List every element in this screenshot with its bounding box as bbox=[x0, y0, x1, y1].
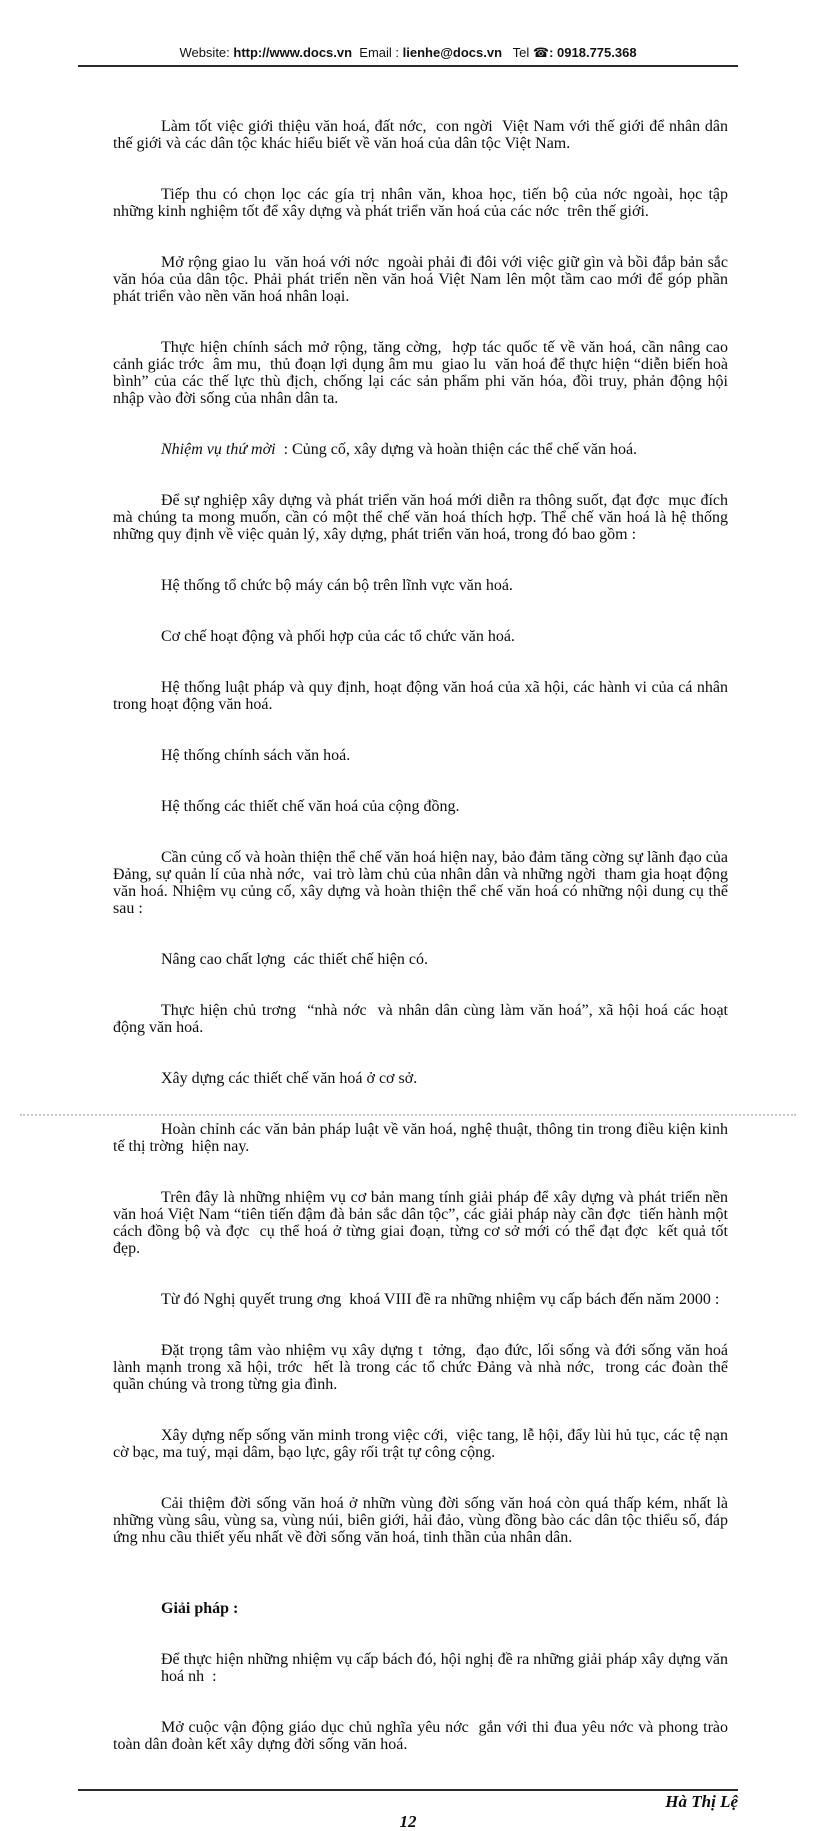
task-heading-rest: : Củng cố, xây dựng và hoàn thiện các thể chế văn hoá. bbox=[275, 441, 638, 458]
page-number: 12 bbox=[399, 1812, 417, 1831]
tel-colon: : bbox=[549, 45, 558, 60]
paragraph: Trên đây là những nhiệm vụ cơ bản mang tính giải pháp để xây dựng và phát triển nền văn hoá Việt Nam “tiên tiến đậm đà bản sắc dân tộc”, các giải pháp này cần đợc tiến hành một cách đồng bộ và đợc cụ thể hoá ở từng giai đoạn, từng cơ sở mới có thể đạt đợc kết quả tốt đẹp. bbox=[113, 1189, 732, 1257]
paragraph: Xây dựng nếp sống văn minh trong việc cới, việc tang, lễ hội, đẩy lùi hủ tục, các tệ nạn cờ bạc, ma tuý, mại dâm, bạo lực, gây rối trật tự công cộng. bbox=[113, 1427, 732, 1461]
solutions-heading: Giải pháp : bbox=[161, 1600, 239, 1617]
document-body bbox=[113, 84, 732, 1787]
tel-label: Tel bbox=[502, 45, 533, 60]
email-label: Email : bbox=[352, 45, 403, 60]
tel-number: 0918.775.368 bbox=[557, 45, 637, 60]
paragraph: Hệ thống các thiết chế văn hoá của cộng đồng. bbox=[161, 798, 460, 815]
website-url: http://www.docs.vn bbox=[233, 45, 353, 60]
author-name: Hà Thị Lệ bbox=[665, 1792, 738, 1811]
bottom-dotted-line bbox=[20, 1114, 796, 1116]
paragraph: Tiếp thu có chọn lọc các gía trị nhân văn, khoa học, tiến bộ của nớc ngoài, học tập những kinh nghiệm tốt để xây dựng và phát triển văn hoá của các nớc trên thế giới. bbox=[113, 186, 732, 220]
paragraph: Làm tốt việc giới thiệu văn hoá, đất nớc, con ngời Việt Nam với thế giới để nhân dân thế giới và các dân tộc khác hiểu biết về văn hoá của dân tộc Việt Nam. bbox=[113, 118, 732, 152]
paragraph: Từ đó Nghị quyết trung ơng khoá VIII đề ra những nhiệm vụ cấp bách đến năm 2000 : bbox=[161, 1291, 720, 1308]
paragraph: Để sự nghiệp xây dựng và phát triển văn hoá mới diễn ra thông suốt, đạt đợc mục đích mà chúng ta mong muốn, cần có một thể chế văn hoá thích hợp. Thể chế văn hoá là hệ thống những quy định về việc quản lý, xây dựng, phát triển văn hoá, trong đó bao gồm : bbox=[113, 492, 732, 543]
website-label: Website: bbox=[179, 45, 234, 60]
paragraph: Hoàn chỉnh các văn bản pháp luật về văn hoá, nghệ thuật, thông tin trong điều kiện kinh tế thị trờng hiện nay. bbox=[113, 1121, 732, 1155]
paragraph: Cần củng cố và hoàn thiện thể chế văn hoá hiện nay, bảo đảm tăng cờng sự lãnh đạo của Đảng, sự quản lí của nhà nớc, vai trò làm chủ của nhân dân và những ngời tham gia hoạt động văn hoá. Nhiệm vụ củng cố, xây dựng và hoàn thiện thể chế văn hoá có những nội dung cụ thể sau : bbox=[113, 849, 732, 917]
footer-divider bbox=[78, 1789, 738, 1791]
paragraph: Thực hiện chính sách mở rộng, tăng cờng, hợp tác quốc tế về văn hoá, cần nâng cao cảnh giác trớc âm mu, thủ đoạn lợi dụng âm mu giao lu văn hoá để thực hiện “diễn biến hoà bình” của các thế lực thù địch, chống lại các sản phẩm phi văn hóa, đồi truy, phản động hội nhập vào đời sống của nhân dân ta. bbox=[113, 339, 732, 407]
paragraph: Hệ thống tổ chức bộ máy cán bộ trên lĩnh vực văn hoá. bbox=[161, 577, 513, 594]
paragraph: Để thực hiện những nhiệm vụ cấp bách đó, hội nghị đề ra những giải pháp xây dựng văn hoá nh : bbox=[161, 1651, 732, 1685]
paragraph: Cải thiệm đời sống văn hoá ở nhữn vùng đời sống văn hoá còn quá thấp kém, nhất là những vùng sâu, vùng sa, vùng núi, biên giới, hải đảo, vùng đồng bào các dân tộc thiểu số, đáp ứng nhu cầu thiết yếu nhất về đời sống văn hoá, tinh thần của nhân dân. bbox=[113, 1495, 732, 1546]
paragraph: Cơ chế hoạt động và phối hợp của các tổ chức văn hoá. bbox=[161, 628, 515, 645]
paragraph: Hệ thống luật pháp và quy định, hoạt động văn hoá của xã hội, các hành vi của cá nhân trong hoạt động văn hoá. bbox=[113, 679, 732, 713]
paragraph: Mở rộng giao lu văn hoá với nớc ngoài phải đi đôi với việc giữ gìn và bồi đắp bản sắc văn hóa của dân tộc. Phải phát triển nền văn hoá Việt Nam lên một tầm cao mới để góp phần phát triển vào nền văn hoá nhân loại. bbox=[113, 254, 732, 305]
paragraph: Nâng cao chất lợng các thiết chế hiện có. bbox=[161, 951, 429, 968]
paragraph-task-heading bbox=[113, 441, 728, 458]
paragraph: Đặt trọng tâm vào nhiệm vụ xây dựng t tởng, đạo đức, lối sống và đới sống văn hoá lành mạnh trong xã hội, trớc hết là trong các tổ chức Đảng và nhà nớc, trong các đoàn thể quần chúng và trong từng gia đình. bbox=[113, 1342, 732, 1393]
email-address: lienhe@docs.vn bbox=[402, 45, 503, 60]
paragraph: Mở cuộc vận động giáo dục chủ nghĩa yêu nớc gắn với thi đua yêu nớc và phong trào toàn dân đoàn kết xây dựng đời sống văn hoá. bbox=[113, 1719, 732, 1753]
phone-icon: ☎ bbox=[532, 45, 550, 60]
task-heading-italic: Nhiệm vụ thứ mời bbox=[161, 441, 276, 458]
paragraph: Thực hiện chủ trơng “nhà nớc và nhân dân cùng làm văn hoá”, xã hội hoá các hoạt động văn hoá. bbox=[113, 1002, 732, 1036]
page-header bbox=[78, 0, 738, 67]
paragraph: Hệ thống chính sách văn hoá. bbox=[161, 747, 351, 764]
paragraph: Xây dựng các thiết chế văn hoá ở cơ sở. bbox=[161, 1070, 418, 1087]
